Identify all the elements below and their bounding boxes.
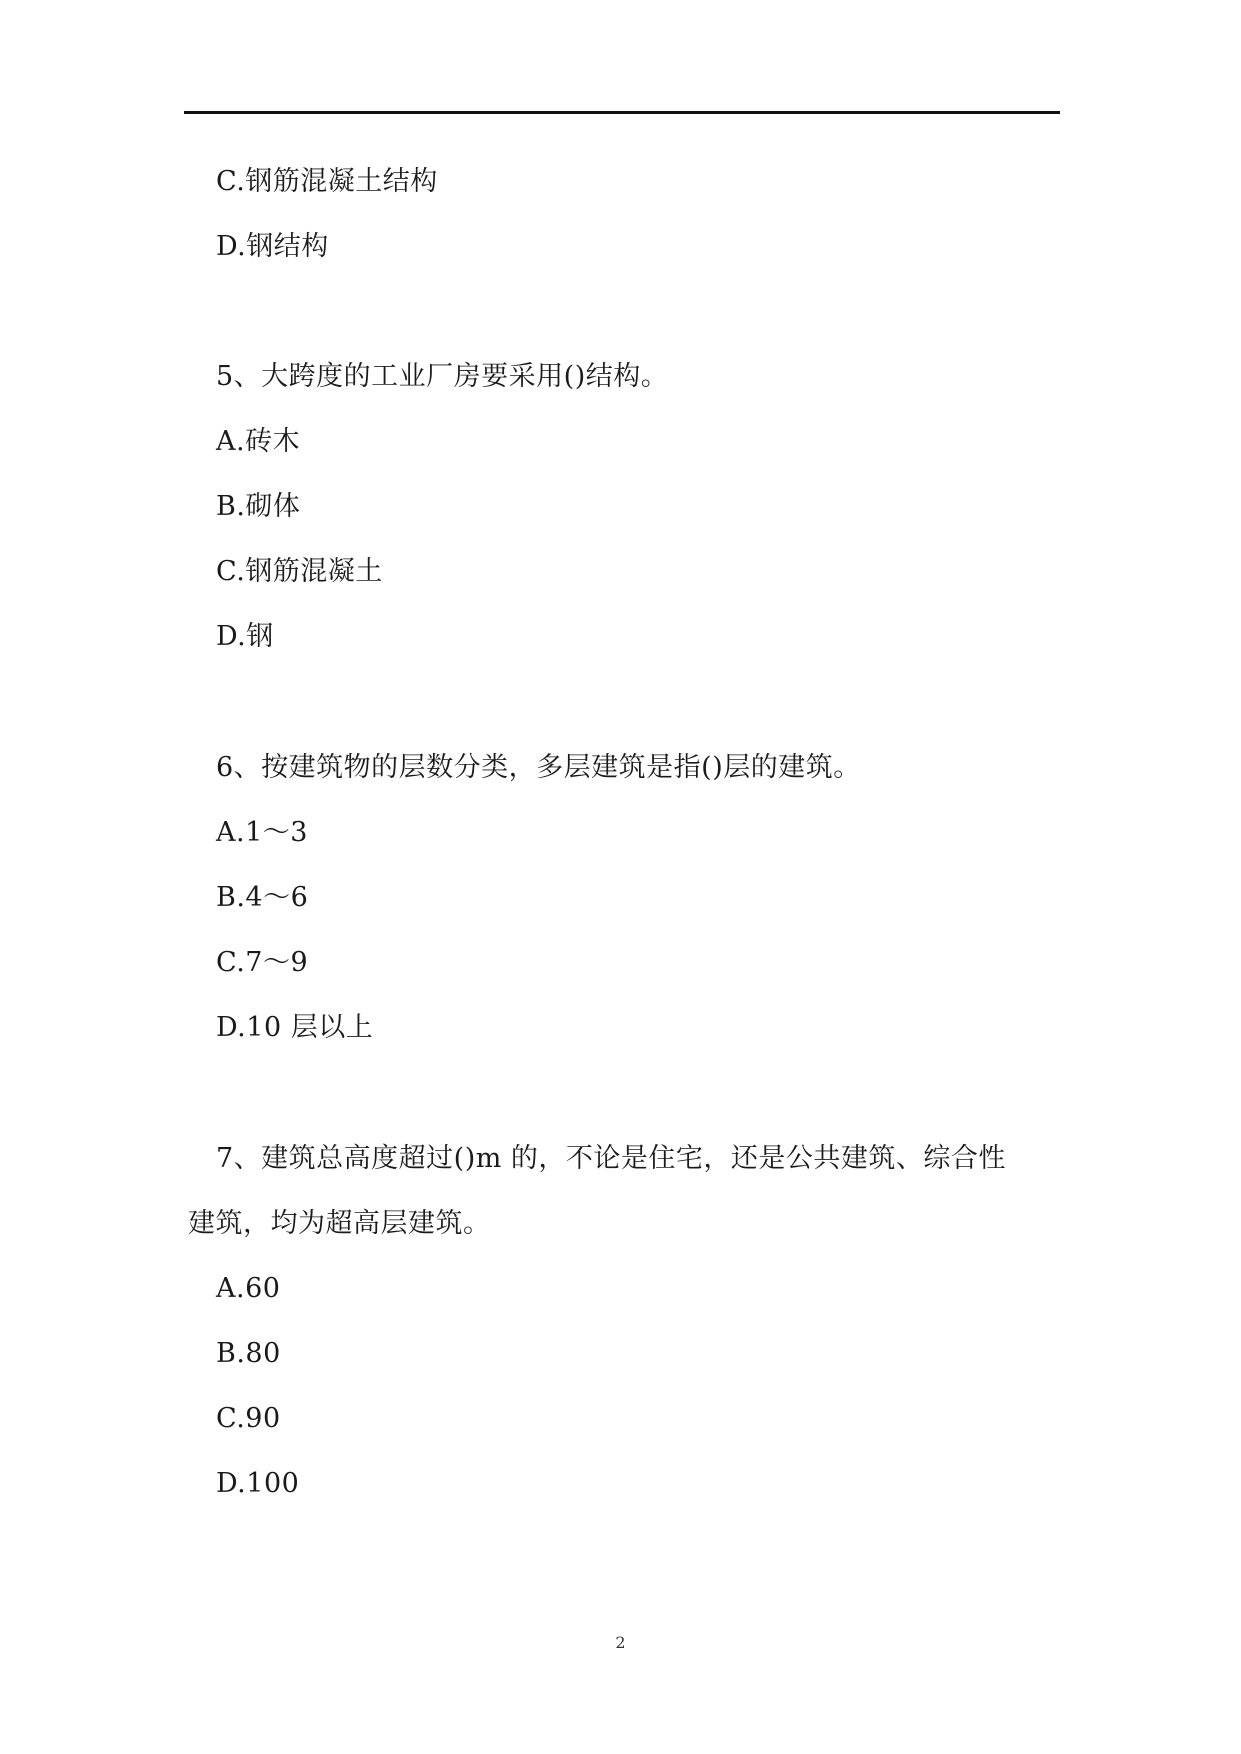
question-6-option-d: D.10 层以上 (216, 1012, 374, 1043)
option-c-prev: C.钢筋混凝土结构 (216, 166, 438, 197)
question-6-stem: 6、按建筑物的层数分类，多层建筑是指()层的建筑。 (216, 752, 861, 783)
question-6-option-a: A.1～3 (216, 817, 308, 848)
question-6-option-c: C.7～9 (216, 947, 309, 978)
page-number: 2 (615, 1633, 626, 1652)
question-7-option-b: B.80 (216, 1338, 281, 1369)
header-rule (184, 111, 1060, 114)
question-5-option-a: A.砖木 (216, 426, 301, 457)
question-5-option-c: C.钢筋混凝土 (216, 556, 383, 587)
question-5-option-b: B.砌体 (216, 491, 301, 522)
question-6-option-b: B.4～6 (216, 882, 309, 913)
question-7-stem-line-1: 7、建筑总高度超过()m 的，不论是住宅，还是公共建筑、综合性 (216, 1143, 1006, 1174)
question-7-option-c: C.90 (216, 1403, 281, 1434)
question-7-option-d: D.100 (216, 1468, 300, 1499)
question-5-stem: 5、大跨度的工业厂房要采用()结构。 (216, 361, 669, 392)
question-7-option-a: A.60 (216, 1273, 281, 1304)
question-5-option-d: D.钢 (216, 621, 274, 652)
option-d-prev: D.钢结构 (216, 231, 329, 262)
question-7-stem-line-2: 建筑，均为超高层建筑。 (188, 1208, 491, 1239)
